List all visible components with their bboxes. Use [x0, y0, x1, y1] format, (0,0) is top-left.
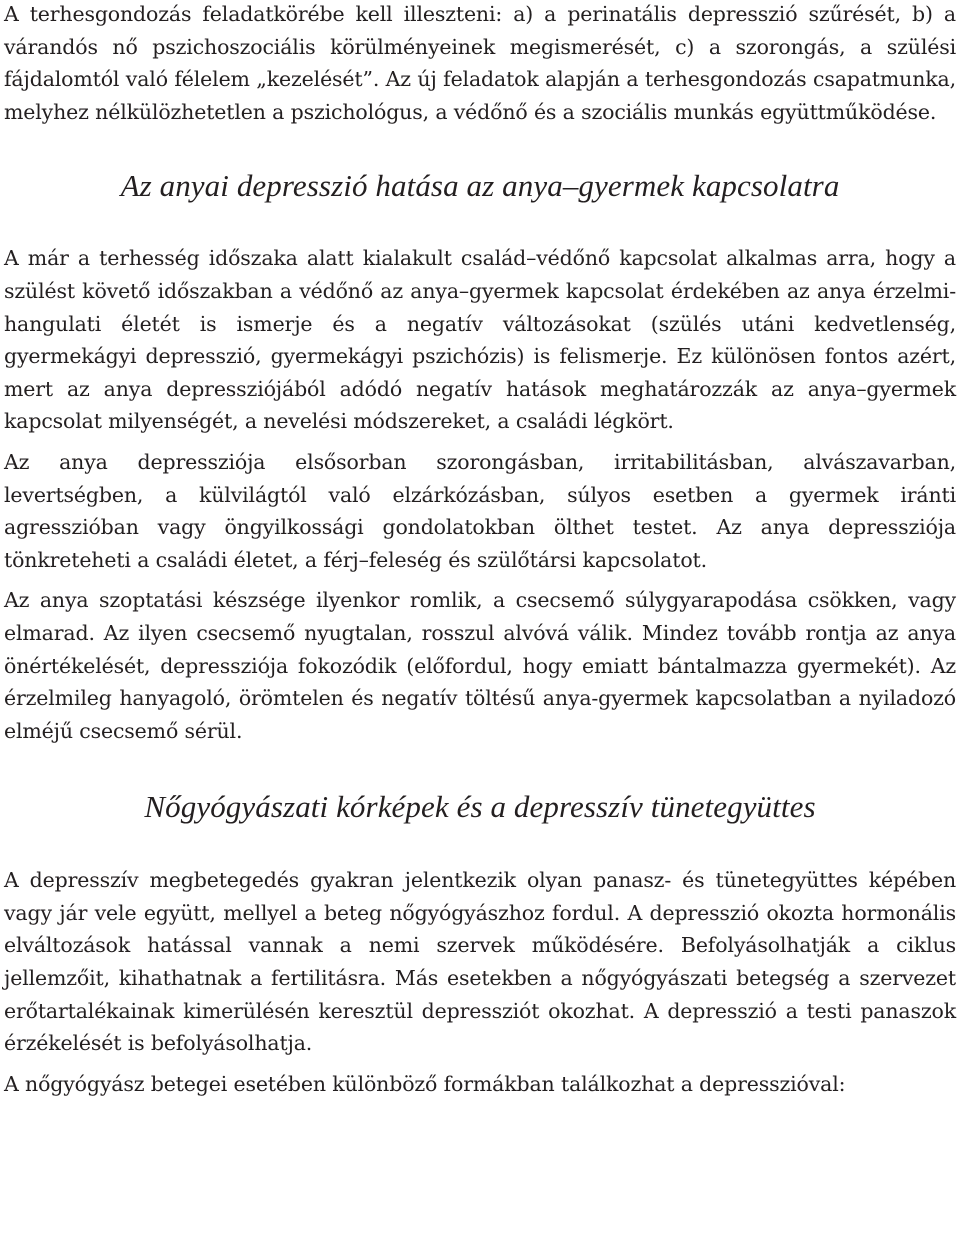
section-heading-maternal-depression: Az anyai depresszió hatása az anya–gyermek kapcsolatra	[120, 168, 840, 204]
body-paragraph: A már a terhesség időszaka alatt kialakult család–védőnő kapcsolat alkalmas arra, hogy a szülést követő időszakban a védőnő az anya–gyermek kapcsolat érdekében az anya érzelmi-hangulati életét is ismerje és a negatív változásokat (szülés utáni kedvetlenség, gyermekágyi depresszió, gyermekágyi pszichózis) is felismerje. Ez különösen fontos azért, mert az anya depressziójából adódó negatív hatások meghatározzák az anya–gyermek kapcsolat milyenségét, a nevelési módszereket, a családi légkört.	[4, 246, 956, 434]
body-paragraph: Az anya depressziója elsősorban szorongásban, irritabilitásban, alvászavarban, levertségben, a külvilágtól való elzárkózásban, súlyos esetben a gyermek iránti agresszióban vagy öngyilkossági gondolatokban ölthet testet. Az anya depressziója tönkreteheti a családi életet, a férj–feleség és szülőtársi kapcsolatot.	[4, 449, 956, 572]
body-paragraph: Az anya szoptatási készsége ilyenkor romlik, a csecsemő súlygyarapodása csökken, vagy elmarad. Az ilyen csecsemő nyugtalan, rosszul alvóvá válik. Mindez tovább rontja az anya önértékelését, depressziója fokozódik (előfordul, hogy emiatt bántalmazza gyermekét). Az érzelmileg hanyagoló, örömtelen és negatív töltésű anya-gyermek kapcsolatban a nyiladozó elméjű csecsemő sérül.	[4, 588, 956, 743]
body-paragraph: A depresszív megbetegedés gyakran jelentkezik olyan panasz- és tünetegyüttes képében vagy jár vele együtt, mellyel a beteg nőgyógyászhoz fordul. A depresszió okozta hormonális elváltozások hatással vannak a nemi szervek működésére. Befolyásolhatják a ciklus jellemzőit, kihathatnak a fertilitásra. Más esetekben a nőgyógyászati betegség a szervezet erőtartalékainak kimerülésén keresztül depressziót okozhat. A depresszió a testi panaszok érzékelését is befolyásolhatja.	[4, 868, 956, 1056]
document-page	[4, 0, 956, 1100]
body-paragraph: A nőgyógyász betegei esetében különböző formákban találkozhat a depresszióval:	[4, 1071, 846, 1096]
section-heading-gynecology: Nőgyógyászati kórképek és a depresszív tünetegyüttes	[144, 789, 816, 825]
intro-paragraph: A terhesgondozás feladatkörébe kell illeszteni: a) a perinatális depresszió szűrését, b) a várandós nő pszichoszociális körülményeinek megismerését, c) a szorongás, a szülési fájdalomtól való félelem „kezelését”. Az új feladatok alapján a terhesgondozás csapatmunka, melyhez nélkülözhetetlen a pszichológus, a védőnő és a szociális munkás együttműködése.	[4, 2, 956, 124]
